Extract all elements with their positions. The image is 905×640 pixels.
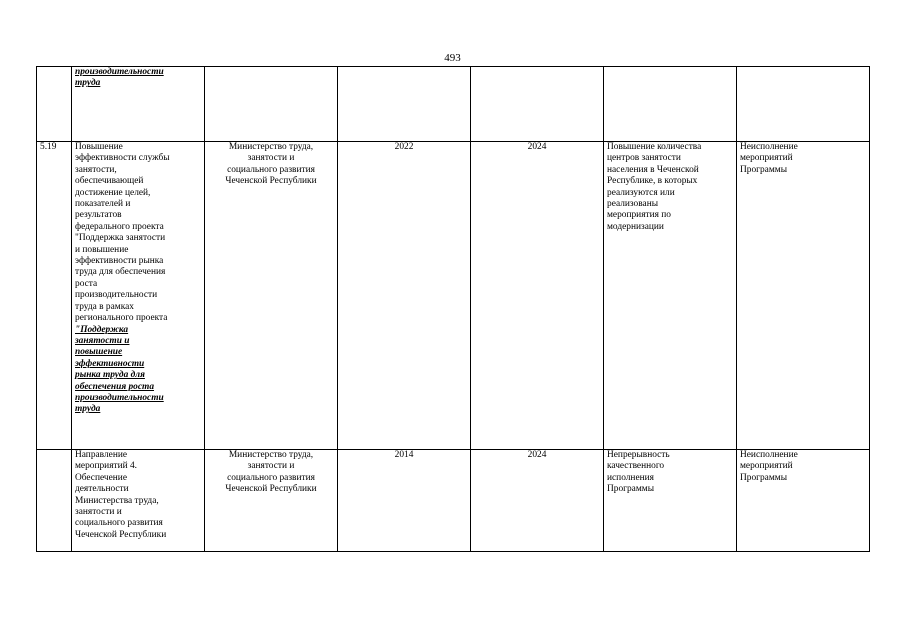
consequence-cell — [737, 450, 870, 552]
expected-result-line: Непрерывность — [607, 450, 670, 460]
executor-line: Чеченской Республики — [225, 484, 317, 495]
measure-name-line: рынка труда для — [75, 370, 145, 381]
measure-name-line: занятости, — [75, 164, 117, 175]
start-year-cell: 2022 — [338, 142, 471, 450]
measure-name-line: мероприятий 4. — [75, 461, 138, 472]
consequence-cell — [737, 67, 870, 142]
measure-name-line: федерального проекта — [75, 221, 164, 232]
measure-name-line: Министерства труда, — [75, 495, 159, 506]
expected-result-line: реализуются или — [607, 187, 675, 198]
measure-name-line: производительности — [75, 392, 164, 403]
executor-line: занятости и — [247, 461, 295, 472]
expected-result-line: Программы — [607, 484, 655, 495]
consequence-line: мероприятий — [740, 153, 793, 164]
measure-name-line: производительности — [75, 67, 164, 77]
executor-cell — [205, 142, 338, 450]
measure-name-line: роста — [75, 278, 98, 289]
start-year-cell — [338, 67, 471, 142]
row-number-cell: 5.19 — [37, 142, 72, 450]
measure-name-line: Повышение — [75, 142, 123, 152]
expected-result-cell — [604, 450, 737, 552]
measure-name-cell — [72, 67, 205, 142]
measure-name-line: Направление — [75, 450, 128, 460]
page-number: 493 — [444, 52, 461, 64]
measure-name-line: эффективности — [75, 358, 145, 369]
measure-name-line: труда в рамках — [75, 301, 134, 312]
measure-name-line: регионального проекта — [75, 313, 168, 324]
expected-result-line: Повышение количества — [607, 142, 702, 152]
expected-result-cell — [604, 142, 737, 450]
end-year-cell: 2024 — [471, 142, 604, 450]
measure-name-line: повышение — [75, 347, 123, 358]
measure-name-line: результатов — [75, 210, 122, 221]
expected-result-line: исполнения — [607, 472, 654, 483]
table-row — [37, 142, 870, 450]
executor-cell — [205, 450, 338, 552]
measure-name-line: Обеспечение — [75, 472, 127, 483]
executor-line: социального развития — [227, 472, 315, 483]
table-row — [37, 450, 870, 552]
measure-name-line: социального развития — [75, 518, 163, 529]
executor-line: Чеченской Республики — [225, 176, 317, 187]
measure-name-line: труда — [75, 404, 101, 415]
measure-name-line: и повышение — [75, 244, 129, 255]
consequence-line: Неисполнение — [740, 450, 798, 460]
expected-result-line: реализованы — [607, 199, 659, 210]
consequence-line: Программы — [740, 164, 788, 175]
measure-name-line: занятости и — [75, 507, 122, 518]
table-row — [37, 67, 870, 142]
executor-line: Министерство труда, — [228, 142, 314, 152]
measure-name-line: показателей и — [75, 199, 131, 210]
measure-name-line: эффективности рынка — [75, 256, 164, 267]
end-year-cell: 2024 — [471, 450, 604, 552]
measure-name-line: труда для обеспечения — [75, 267, 166, 278]
measure-name-cell — [72, 142, 205, 450]
executor-line: социального развития — [227, 164, 315, 175]
end-year-cell — [471, 67, 604, 142]
executor-line: Министерство труда, — [228, 450, 314, 460]
measure-name-line: деятельности — [75, 484, 129, 495]
consequence-line: Неисполнение — [740, 142, 798, 152]
row-number-cell — [37, 450, 72, 552]
expected-result-line: центров занятости — [607, 153, 681, 164]
row-number-cell — [37, 67, 72, 142]
measure-name-line: "Поддержка — [75, 324, 129, 335]
expected-result-line: населения в Чеченской — [607, 164, 699, 175]
start-year-cell: 2014 — [338, 450, 471, 552]
expected-result-cell — [604, 67, 737, 142]
measure-name-line: достижение целей, — [75, 187, 151, 198]
measure-name-line: обеспечивающей — [75, 176, 144, 187]
measure-name-line: занятости и — [75, 335, 130, 346]
expected-result-line: мероприятия по — [607, 210, 671, 221]
measure-name-line: обеспечения роста — [75, 381, 155, 392]
measure-name-line: эффективности службы — [75, 153, 170, 164]
consequence-line: мероприятий — [740, 461, 793, 472]
measure-name-cell — [72, 450, 205, 552]
executor-line: занятости и — [247, 153, 295, 164]
executor-cell — [205, 67, 338, 142]
expected-result-line: качественного — [607, 461, 665, 472]
expected-result-line: модернизации — [607, 221, 664, 232]
expected-result-line: Республике, в которых — [607, 176, 698, 187]
measure-name-line: "Поддержка занятости — [75, 233, 166, 244]
measure-name-line: производительности — [75, 290, 158, 301]
measure-name-line: Чеченской Республики — [75, 529, 167, 540]
consequence-cell — [737, 142, 870, 450]
consequence-line: Программы — [740, 472, 788, 483]
program-table — [36, 66, 870, 552]
measure-name-line: труда — [75, 78, 101, 89]
